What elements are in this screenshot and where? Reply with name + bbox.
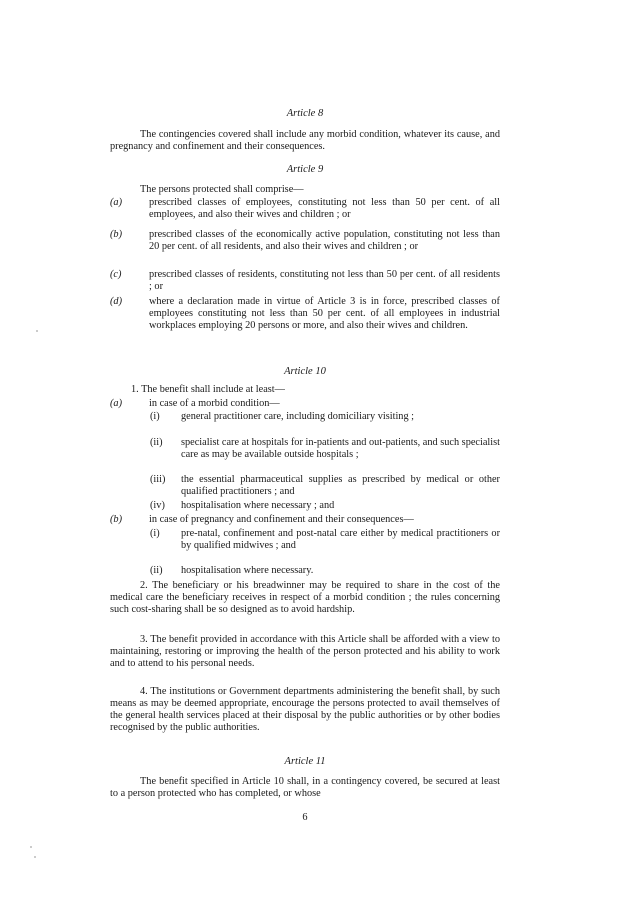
sub-label: (ii) [150, 565, 163, 576]
article-10-a-sub-iii [150, 474, 500, 498]
scan-speck [36, 330, 38, 332]
item-label: (b) [110, 514, 123, 525]
article-9-item-b [110, 229, 500, 253]
sub-label: (iv) [150, 500, 165, 511]
article-10-para-4: 4. The institutions or Government departments administering the benefit shall, by such means as may be deemed appropriate, encourage the persons protected to avail themselves of the general health services placed at their disposal by the public authorities or by other bodies recognised by the public authorities. [110, 686, 500, 733]
item-label: (a) [110, 197, 123, 208]
sub-label: (i) [150, 411, 160, 422]
article-10-b-sub-ii [150, 565, 500, 577]
item-text: in case of pregnancy and confinement and their consequences— [149, 514, 414, 525]
article-9-item-a [110, 197, 500, 221]
item-text: prescribed classes of the economically active population, constituting not less than 20 per cent. of all residents, and also their wives and children ; or [149, 229, 500, 252]
scan-speck [30, 846, 32, 848]
item-text: where a declaration made in virtue of Article 3 is in force, prescribed classes of employees constituting not less than 50 per cent. of all employees in industrial workplaces employing 20 persons or more, and also their wives and children. [149, 296, 500, 331]
article-10-a-sub-iv [150, 500, 500, 512]
item-text: in case of a morbid condition— [149, 398, 280, 409]
article-9-item-d [110, 296, 500, 332]
sub-label: (i) [150, 528, 160, 539]
item-text: prescribed classes of residents, constituting not less than 50 per cent. of all residents ; or [149, 269, 500, 292]
sub-text: hospitalisation where necessary ; and [181, 500, 335, 511]
article-10-item-a [110, 398, 500, 410]
sub-label: (ii) [150, 437, 163, 448]
page-number: 6 [302, 812, 308, 823]
sub-text: general practitioner care, including domiciliary visiting ; [181, 411, 415, 422]
item-label: (c) [110, 269, 122, 280]
article-9-intro: The persons protected shall comprise— [140, 184, 304, 195]
sub-text: hospitalisation where necessary. [181, 565, 314, 576]
scan-speck [34, 856, 36, 858]
article-11-text: The benefit specified in Article 10 shall, in a contingency covered, be secured at least to a person protected who has completed, or whose [110, 776, 500, 799]
article-10-para-1: 1. The benefit shall include at least— [131, 384, 285, 395]
article-10-heading: Article 10 [284, 366, 326, 377]
article-10-a-sub-i [150, 411, 500, 423]
item-label: (b) [110, 229, 123, 240]
item-label: (a) [110, 398, 123, 409]
article-11-heading: Article 11 [284, 756, 326, 767]
article-8-text: The contingencies covered shall include any morbid condition, whatever its cause, and pregnancy and confinement and their consequences. [110, 129, 500, 152]
sub-text: the essential pharmaceutical supplies as prescribed by medical or other qualified practitioners ; and [181, 474, 500, 497]
sub-label: (iii) [150, 474, 166, 485]
item-label: (d) [110, 296, 123, 307]
article-9-heading: Article 9 [286, 164, 324, 175]
article-10-para-3: 3. The benefit provided in accordance with this Article shall be afforded with a view to maintaining, restoring or improving the health of the person protected and his ability to work and to attend to his personal needs. [110, 634, 500, 669]
sub-text: specialist care at hospitals for in-patients and out-patients, and such specialist care as may be available outside hospitals ; [181, 437, 500, 460]
article-10-item-b [110, 514, 500, 526]
article-8-heading: Article 8 [286, 108, 324, 119]
article-9-item-c [110, 269, 500, 293]
article-10-a-sub-ii [150, 437, 500, 461]
article-10-b-sub-i [150, 528, 500, 552]
item-text: prescribed classes of employees, constituting not less than 50 per cent. of all employees, and also their wives and children ; or [149, 197, 500, 220]
article-10-para-2: 2. The beneficiary or his breadwinner may be required to share in the cost of the medical care the beneficiary receives in respect of a morbid condition ; the rules concerning such cost-sharing shall be so designed as to avoid hardship. [110, 580, 500, 615]
sub-text: pre-natal, confinement and post-natal care either by medical practitioners or by qualified midwives ; and [181, 528, 500, 551]
